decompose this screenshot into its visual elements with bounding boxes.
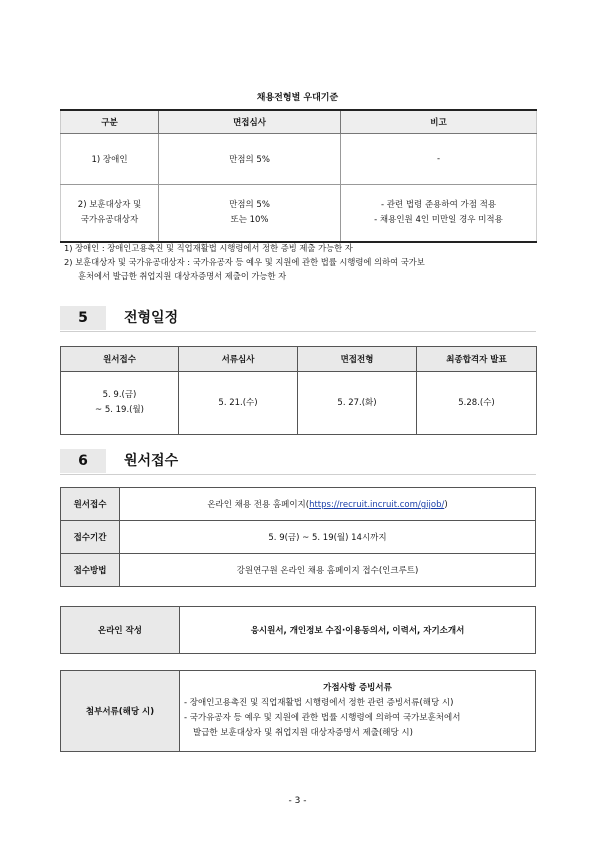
- table-row: [61, 671, 536, 752]
- period-value: 5. 9(금) ~ 5. 19(월) 14시까지: [120, 521, 536, 554]
- row2-category-line2: 국가유공대상자: [80, 215, 139, 225]
- section-number: 6: [60, 449, 106, 473]
- section-number: 5: [60, 306, 106, 330]
- application-table: [60, 487, 536, 587]
- section-title: 전형일정: [124, 310, 179, 326]
- method-value: 강원연구원 온라인 채용 홈페이지 접수(인크루트): [120, 554, 536, 587]
- row2-category: [61, 185, 159, 243]
- table-row: [61, 185, 537, 243]
- attachments-heading: 가점사항 증빙서류: [323, 683, 392, 693]
- attachment-item-2: - 국가유공자 등 예우 및 지원에 관한 법률 시행령에 의하여 국가보훈처에서: [184, 713, 461, 723]
- homepage-prefix: 온라인 채용 전용 홈페이지(: [207, 500, 310, 510]
- row2-category-line1: 2) 보훈대상자 및: [77, 200, 142, 210]
- header-document: 서류심사: [179, 347, 298, 372]
- table-header-row: [61, 347, 537, 372]
- online-form-table: [60, 606, 536, 654]
- application-start: 5. 9.(금): [102, 390, 137, 400]
- row2-note: [341, 185, 537, 243]
- attachments-content: [180, 671, 536, 752]
- table-row: [61, 372, 537, 435]
- preference-notes: [64, 241, 540, 283]
- table-row: [61, 134, 537, 185]
- attachment-item-1: - 장애인고용촉진 및 직업재활법 시행령에서 정한 관련 증빙서류(해당 시): [184, 698, 454, 708]
- section-divider: [60, 474, 536, 475]
- row2-interview-line2: 또는 10%: [230, 215, 269, 225]
- homepage-suffix: ): [444, 500, 448, 510]
- note-2-cont: 훈처에서 발급한 취업지원 대상자증명서 제출이 가능한 자: [78, 271, 287, 281]
- document-date: 5. 21.(수): [179, 372, 298, 435]
- table-row: [61, 488, 536, 521]
- label-application: 원서접수: [61, 488, 120, 521]
- preference-table: [60, 109, 537, 243]
- header-application: 원서접수: [61, 347, 179, 372]
- final-date: 5.28.(수): [417, 372, 537, 435]
- online-value: 응시원서, 개인정보 수집·이용동의서, 이력서, 자기소개서: [180, 607, 536, 654]
- note-1: 1) 장애인 : 장애인고용촉진 및 직업재활법 시행령에서 정한 증빙 제출 가능한 자: [64, 243, 353, 253]
- recruit-link[interactable]: https://recruit.incruit.com/gijob/: [309, 500, 445, 510]
- attachment-item-2-cont: 발급한 보훈대상자 및 취업지원 대상자증명서 제출(해당 시): [193, 728, 413, 738]
- section-divider: [60, 331, 536, 332]
- page-number: - 3 -: [288, 796, 307, 806]
- preference-title: 채용전형별 우대기준: [256, 93, 339, 103]
- row2-note-line2: - 채용인원 4인 미만일 경우 미적용: [374, 215, 503, 225]
- application-end: ~ 5. 19.(월): [95, 405, 144, 415]
- row2-note-line1: - 관련 법령 준용하여 가점 적용: [380, 200, 497, 210]
- row1-interview: 만점의 5%: [159, 134, 341, 185]
- label-attachments: 첨부서류(해당 시): [61, 671, 180, 752]
- application-homepage: [120, 488, 536, 521]
- header-interview: 면접심사: [159, 110, 341, 134]
- header-interview: 면접전형: [298, 347, 417, 372]
- row1-category: 1) 장애인: [61, 134, 159, 185]
- header-final: 최종합격자 발표: [417, 347, 537, 372]
- table-row: [61, 607, 536, 654]
- section-title: 원서접수: [124, 453, 179, 469]
- interview-date: 5. 27.(화): [298, 372, 417, 435]
- section-5-header: [60, 306, 536, 330]
- schedule-table: [60, 346, 537, 435]
- row2-interview-line1: 만점의 5%: [229, 200, 270, 210]
- label-online: 온라인 작성: [61, 607, 180, 654]
- header-category: 구분: [61, 110, 159, 134]
- table-header-row: [61, 110, 537, 134]
- row1-note: -: [341, 134, 537, 185]
- header-note: 비고: [341, 110, 537, 134]
- section-6-header: [60, 449, 536, 473]
- note-2: 2) 보훈대상자 및 국가유공대상자 : 국가유공자 등 예우 및 지원에 관한 법률 시행령에 의하여 국가보: [64, 257, 425, 267]
- label-period: 접수기간: [61, 521, 120, 554]
- label-method: 접수방법: [61, 554, 120, 587]
- attachments-table: [60, 670, 536, 752]
- table-row: [61, 521, 536, 554]
- row2-interview: [159, 185, 341, 243]
- table-row: [61, 554, 536, 587]
- application-period: [61, 372, 179, 435]
